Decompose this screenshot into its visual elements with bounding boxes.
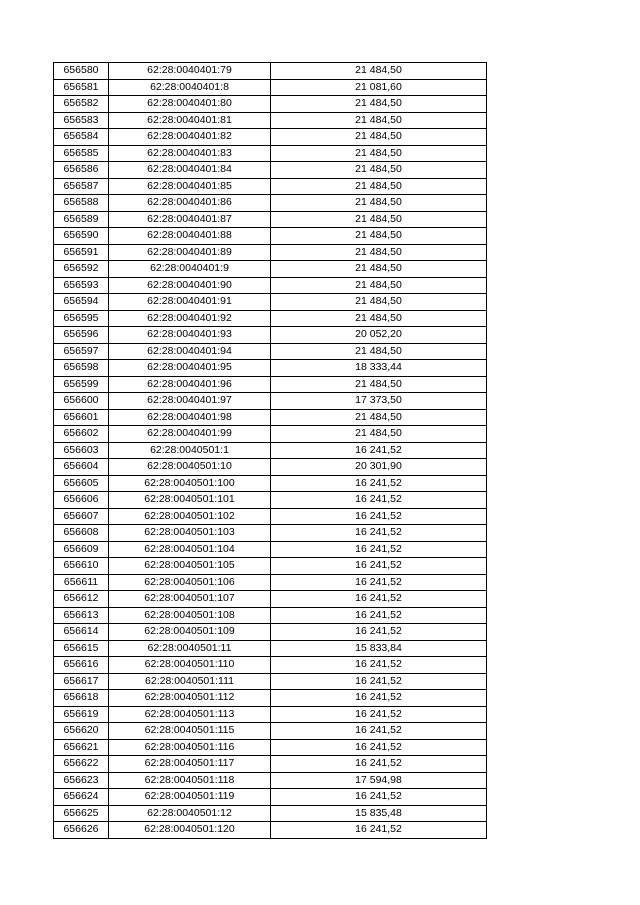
cadastral-value-cell: 21 484,50 (271, 162, 487, 179)
row-number-cell: 656583 (54, 112, 109, 129)
table-row (54, 591, 487, 608)
table-row (54, 376, 487, 393)
cadastral-number-cell: 62:28:0040501:116 (109, 739, 271, 756)
table-row (54, 525, 487, 542)
cadastral-number-cell: 62:28:0040401:94 (109, 343, 271, 360)
cadastral-number-cell: 62:28:0040401:8 (109, 79, 271, 96)
row-number-cell: 656606 (54, 492, 109, 509)
row-number-cell: 656584 (54, 129, 109, 146)
row-number-cell: 656596 (54, 327, 109, 344)
cadastral-number-cell: 62:28:0040401:96 (109, 376, 271, 393)
row-number-cell: 656617 (54, 673, 109, 690)
cadastral-value-cell: 21 484,50 (271, 178, 487, 195)
row-number-cell: 656614 (54, 624, 109, 641)
row-number-cell: 656623 (54, 772, 109, 789)
cadastral-value-cell: 16 241,52 (271, 541, 487, 558)
cadastral-number-cell: 62:28:0040401:91 (109, 294, 271, 311)
table-row (54, 96, 487, 113)
cadastral-value-cell: 15 833,84 (271, 640, 487, 657)
cadastral-number-cell: 62:28:0040501:115 (109, 723, 271, 740)
row-number-cell: 656588 (54, 195, 109, 212)
row-number-cell: 656594 (54, 294, 109, 311)
cadastral-number-cell: 62:28:0040501:103 (109, 525, 271, 542)
row-number-cell: 656589 (54, 211, 109, 228)
cadastral-number-cell: 62:28:0040401:93 (109, 327, 271, 344)
cadastral-number-cell: 62:28:0040401:86 (109, 195, 271, 212)
row-number-cell: 656581 (54, 79, 109, 96)
cadastral-number-cell: 62:28:0040401:87 (109, 211, 271, 228)
row-number-cell: 656626 (54, 822, 109, 839)
cadastral-value-cell: 21 484,50 (271, 96, 487, 113)
cadastral-value-cell: 21 484,50 (271, 426, 487, 443)
cadastral-number-cell: 62:28:0040501:120 (109, 822, 271, 839)
row-number-cell: 656610 (54, 558, 109, 575)
cadastral-value-cell: 21 484,50 (271, 228, 487, 245)
cadastral-value-cell: 21 484,50 (271, 310, 487, 327)
cadastral-value-cell: 16 241,52 (271, 789, 487, 806)
table-row (54, 393, 487, 410)
row-number-cell: 656621 (54, 739, 109, 756)
cadastral-value-cell: 16 241,52 (271, 574, 487, 591)
cadastral-value-cell: 21 484,50 (271, 277, 487, 294)
cadastral-value-cell: 21 484,50 (271, 195, 487, 212)
table-row (54, 129, 487, 146)
row-number-cell: 656624 (54, 789, 109, 806)
table-row (54, 327, 487, 344)
cadastral-number-cell: 62:28:0040501:117 (109, 756, 271, 773)
table-row (54, 294, 487, 311)
cadastral-value-cell: 16 241,52 (271, 624, 487, 641)
cadastral-number-cell: 62:28:0040501:102 (109, 508, 271, 525)
table-row (54, 508, 487, 525)
cadastral-value-cell: 21 484,50 (271, 294, 487, 311)
cadastral-value-cell: 21 484,50 (271, 261, 487, 278)
cadastral-number-cell: 62:28:0040401:89 (109, 244, 271, 261)
cadastral-value-cell: 21 484,50 (271, 376, 487, 393)
cadastral-value-cell: 16 241,52 (271, 822, 487, 839)
row-number-cell: 656580 (54, 63, 109, 80)
row-number-cell: 656603 (54, 442, 109, 459)
table-row (54, 756, 487, 773)
table-row (54, 442, 487, 459)
table-row (54, 228, 487, 245)
table-row (54, 63, 487, 80)
cadastral-value-cell: 21 484,50 (271, 145, 487, 162)
cadastral-value-cell: 15 835,48 (271, 805, 487, 822)
row-number-cell: 656620 (54, 723, 109, 740)
table-row (54, 657, 487, 674)
cadastral-value-cell: 16 241,52 (271, 607, 487, 624)
cadastral-number-cell: 62:28:0040501:101 (109, 492, 271, 509)
cadastral-value-cell: 17 373,50 (271, 393, 487, 410)
cadastral-number-cell: 62:28:0040401:82 (109, 129, 271, 146)
cadastral-value-cell: 21 484,50 (271, 409, 487, 426)
cadastral-value-cell: 16 241,52 (271, 739, 487, 756)
table-row (54, 195, 487, 212)
cadastral-value-cell: 20 052,20 (271, 327, 487, 344)
table-row (54, 409, 487, 426)
table-row (54, 772, 487, 789)
table-row (54, 607, 487, 624)
cadastral-number-cell: 62:28:0040401:83 (109, 145, 271, 162)
cadastral-number-cell: 62:28:0040501:107 (109, 591, 271, 608)
table-row (54, 475, 487, 492)
table-row (54, 360, 487, 377)
cadastral-value-cell: 16 241,52 (271, 673, 487, 690)
table-row (54, 79, 487, 96)
row-number-cell: 656593 (54, 277, 109, 294)
cadastral-number-cell: 62:28:0040501:1 (109, 442, 271, 459)
row-number-cell: 656586 (54, 162, 109, 179)
cadastral-value-cell: 16 241,52 (271, 690, 487, 707)
cadastral-number-cell: 62:28:0040501:113 (109, 706, 271, 723)
row-number-cell: 656613 (54, 607, 109, 624)
cadastral-value-table (53, 62, 487, 839)
cadastral-number-cell: 62:28:0040401:80 (109, 96, 271, 113)
cadastral-number-cell: 62:28:0040401:88 (109, 228, 271, 245)
cadastral-number-cell: 62:28:0040401:98 (109, 409, 271, 426)
table-row (54, 640, 487, 657)
row-number-cell: 656599 (54, 376, 109, 393)
cadastral-number-cell: 62:28:0040501:100 (109, 475, 271, 492)
row-number-cell: 656618 (54, 690, 109, 707)
row-number-cell: 656616 (54, 657, 109, 674)
table-row (54, 574, 487, 591)
cadastral-number-cell: 62:28:0040501:111 (109, 673, 271, 690)
cadastral-value-cell: 16 241,52 (271, 723, 487, 740)
cadastral-value-cell: 16 241,52 (271, 475, 487, 492)
table-row (54, 145, 487, 162)
row-number-cell: 656602 (54, 426, 109, 443)
cadastral-value-cell: 21 484,50 (271, 112, 487, 129)
cadastral-value-cell: 20 301,90 (271, 459, 487, 476)
cadastral-value-cell: 16 241,52 (271, 492, 487, 509)
cadastral-number-cell: 62:28:0040401:99 (109, 426, 271, 443)
row-number-cell: 656582 (54, 96, 109, 113)
table-body (54, 63, 487, 839)
row-number-cell: 656609 (54, 541, 109, 558)
cadastral-value-cell: 21 484,50 (271, 244, 487, 261)
row-number-cell: 656591 (54, 244, 109, 261)
table-row (54, 558, 487, 575)
table-row (54, 822, 487, 839)
row-number-cell: 656619 (54, 706, 109, 723)
table-row (54, 624, 487, 641)
cadastral-number-cell: 62:28:0040501:112 (109, 690, 271, 707)
table-row (54, 673, 487, 690)
row-number-cell: 656597 (54, 343, 109, 360)
table-row (54, 789, 487, 806)
cadastral-number-cell: 62:28:0040501:11 (109, 640, 271, 657)
row-number-cell: 656587 (54, 178, 109, 195)
cadastral-number-cell: 62:28:0040501:104 (109, 541, 271, 558)
cadastral-value-cell: 18 333,44 (271, 360, 487, 377)
cadastral-number-cell: 62:28:0040401:81 (109, 112, 271, 129)
row-number-cell: 656585 (54, 145, 109, 162)
table-row (54, 277, 487, 294)
cadastral-value-cell: 16 241,52 (271, 442, 487, 459)
cadastral-value-cell: 21 484,50 (271, 63, 487, 80)
cadastral-number-cell: 62:28:0040401:90 (109, 277, 271, 294)
table-row (54, 343, 487, 360)
cadastral-value-cell: 16 241,52 (271, 558, 487, 575)
table-row (54, 492, 487, 509)
row-number-cell: 656595 (54, 310, 109, 327)
row-number-cell: 656600 (54, 393, 109, 410)
table-row (54, 541, 487, 558)
cadastral-value-cell: 16 241,52 (271, 657, 487, 674)
cadastral-number-cell: 62:28:0040501:106 (109, 574, 271, 591)
table-row (54, 690, 487, 707)
row-number-cell: 656625 (54, 805, 109, 822)
table-row (54, 706, 487, 723)
cadastral-value-cell: 16 241,52 (271, 508, 487, 525)
row-number-cell: 656612 (54, 591, 109, 608)
cadastral-number-cell: 62:28:0040501:109 (109, 624, 271, 641)
table-row (54, 805, 487, 822)
table-row (54, 723, 487, 740)
cadastral-value-cell: 21 081,60 (271, 79, 487, 96)
table-row (54, 739, 487, 756)
cadastral-number-cell: 62:28:0040401:97 (109, 393, 271, 410)
cadastral-value-cell: 16 241,52 (271, 756, 487, 773)
cadastral-value-cell: 16 241,52 (271, 591, 487, 608)
cadastral-number-cell: 62:28:0040401:79 (109, 63, 271, 80)
table-row (54, 310, 487, 327)
cadastral-value-cell: 16 241,52 (271, 525, 487, 542)
cadastral-number-cell: 62:28:0040401:84 (109, 162, 271, 179)
cadastral-value-cell: 21 484,50 (271, 211, 487, 228)
cadastral-number-cell: 62:28:0040501:118 (109, 772, 271, 789)
cadastral-value-cell: 21 484,50 (271, 129, 487, 146)
table-row (54, 244, 487, 261)
table-row (54, 261, 487, 278)
table-row (54, 178, 487, 195)
cadastral-number-cell: 62:28:0040401:92 (109, 310, 271, 327)
table-row (54, 112, 487, 129)
row-number-cell: 656601 (54, 409, 109, 426)
row-number-cell: 656592 (54, 261, 109, 278)
cadastral-number-cell: 62:28:0040401:95 (109, 360, 271, 377)
cadastral-number-cell: 62:28:0040501:105 (109, 558, 271, 575)
cadastral-value-cell: 17 594,98 (271, 772, 487, 789)
row-number-cell: 656604 (54, 459, 109, 476)
row-number-cell: 656611 (54, 574, 109, 591)
row-number-cell: 656590 (54, 228, 109, 245)
row-number-cell: 656598 (54, 360, 109, 377)
table-row (54, 459, 487, 476)
table-row (54, 426, 487, 443)
cadastral-number-cell: 62:28:0040401:9 (109, 261, 271, 278)
table-row (54, 162, 487, 179)
row-number-cell: 656607 (54, 508, 109, 525)
cadastral-number-cell: 62:28:0040401:85 (109, 178, 271, 195)
table-row (54, 211, 487, 228)
row-number-cell: 656605 (54, 475, 109, 492)
cadastral-number-cell: 62:28:0040501:119 (109, 789, 271, 806)
row-number-cell: 656615 (54, 640, 109, 657)
row-number-cell: 656622 (54, 756, 109, 773)
cadastral-number-cell: 62:28:0040501:12 (109, 805, 271, 822)
cadastral-number-cell: 62:28:0040501:110 (109, 657, 271, 674)
cadastral-value-cell: 16 241,52 (271, 706, 487, 723)
cadastral-value-cell: 21 484,50 (271, 343, 487, 360)
cadastral-number-cell: 62:28:0040501:108 (109, 607, 271, 624)
row-number-cell: 656608 (54, 525, 109, 542)
cadastral-number-cell: 62:28:0040501:10 (109, 459, 271, 476)
